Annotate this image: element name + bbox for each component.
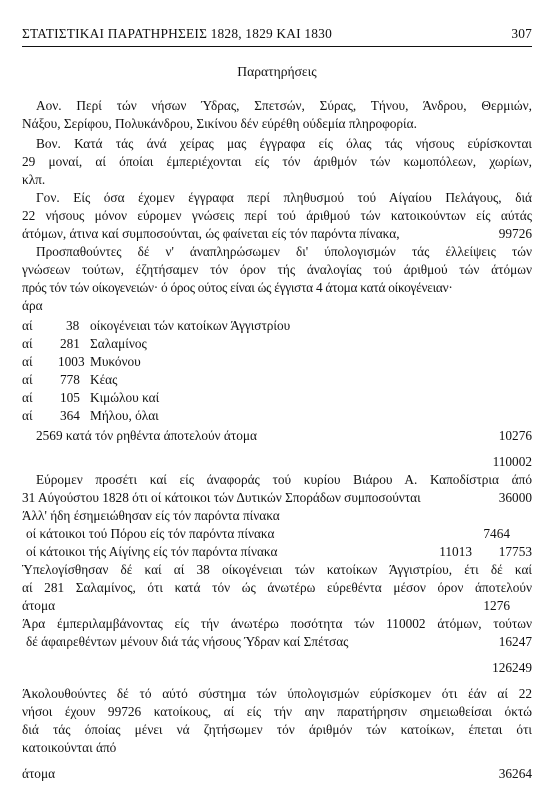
section-title: Παρατηρήσεις [237,64,317,79]
header-title: ΣΤΑΤΙΣΤΙΚΑΙ ΠΑΡΑΤΗΡΗΣΕΙΣ 1828, 1829 ΚΑΙ 1830 [22,26,332,41]
value-36000: 36000 [498,490,532,505]
document-page: ΣΤΑΤΙΣΤΙΚΑΙ ΠΑΡΑΤΗΡΗΣΕΙΣ 1828, 1829 ΚΑΙ 1830 307 Παρατηρήσεις Αον. Περί τών νήσων Ύδρας, Σπετσών, Σύρας, Τήνου, Άνδρου, Θερμιών, Νάξου, Σερίφου, Πολυκάνδρου, Σικίνου δέν εύρέθη ούδεμία πληροφορία. Βον. Κατά τάς άνά χείρας μας έγγραφα είς όλας τάς νήσους εύρίσκονται 29 μοναί, αί όποίαι έμπεριέχονται είς τόν άριθμόν τών κωμοπόλεων, χωρίων, κλπ. Γον. Είς όσα έχομεν έγγραφα περί πληθυσμού τού Αίγαίου Πελάγους, διά 22 νήσους μόνον εύρομεν γνώσεις περί τού άριθμού τών κατοικούντων είς αύτάς άτόμων, άτινα καί συμποσούνται, ώς φαίνεται είς τόν παρόντα πίνακα, 99726 Προσπαθούντες δέ ν' άναπληρώσωμεν δι' ύπολογισμών τάς έλλείψεις τών γνώσεων τούτων, έζητήσαμεν τόν όρον τής άναλογίας τού άριθμού τών άτόμων πρός τόν τών οίκογενειών· ό όρος ούτος είναι ώς έγγιστα 4 άτομα κατά οίκογένειαν· άρα αί 38 οίκογένειαι τών κατοίκων Άγγιστρίου αί 281 Σαλαμίνος αί 1003 Μυκόνου αί 778 Κέας αί 105 Κιμώλου καί αί 364 Μήλου, όλαι 2569 κατά τόν ρηθέντα άποτελούν άτομα 10276 110002 Εύρομεν προσέτι καί είς άναφοράς τού κυρίου Βιάρου Α. Καποδίστρια άπό 31 Αύγούστου 1828 ότι οί κάτοικοι τών Δυτικών Σποράδων συμποσούνται 36000 Άλλ' ήδη έσημειώθησαν είς τόν παρόντα πίνακα οί κάτοικοι τού Πόρου είς τόν παρόντα πίνακα 7464 οί κάτοικοι τής Αίγίνης είς τόν παρόντα πίνακα 11013 17753 Ύπελογίσθησαν δέ καί αί 38 οίκογένειαι τών κατοίκων Άγγιστρίου, έτι δέ καί αί 281 Σαλαμίνος, ότι κατά τόν ώς άνωτέρω εύρεθέντα μέσον όρον άποτελούν άτομα 1276 Άρα έμπεριλαμβάνοντας είς τήν άνωτέρω ποσότητα τών 110002 άτόμων, τούτων δέ άφαιρεθέντων μένουν διά τάς νήσους Ύδραν καί Σπέτσας 16247 126249 Άκολουθούντες δέ τό αύτό σύστημα τών ύπολογισμών εύρίσκομεν ότι έάν αί 22 νήσοι έχουν 99726 κατοίκους, αί είς τήν αην παρατήρησιν σημειωθείσαι όκτώ διά τάς όποίας μένει νά ζητήσωμεν τόν άριθμόν τών κατοίκων, έπεται ότι κατοικούνται άπό άτομα 36264 [22,0,532,800]
value-126249: 126249 [492,660,532,675]
value-1276: 1276 [483,598,510,613]
value-110002: 110002 [492,454,532,469]
running-header [22,18,532,47]
value-16247: 16247 [498,634,532,649]
value-7464: 7464 [483,526,510,541]
page-number: 307 [511,26,532,41]
value-11013: 11013 [439,544,472,559]
value-17753: 17753 [498,544,532,559]
value-10276: 10276 [498,428,532,443]
value-99726: 99726 [498,226,532,241]
value-36264: 36264 [498,766,532,781]
